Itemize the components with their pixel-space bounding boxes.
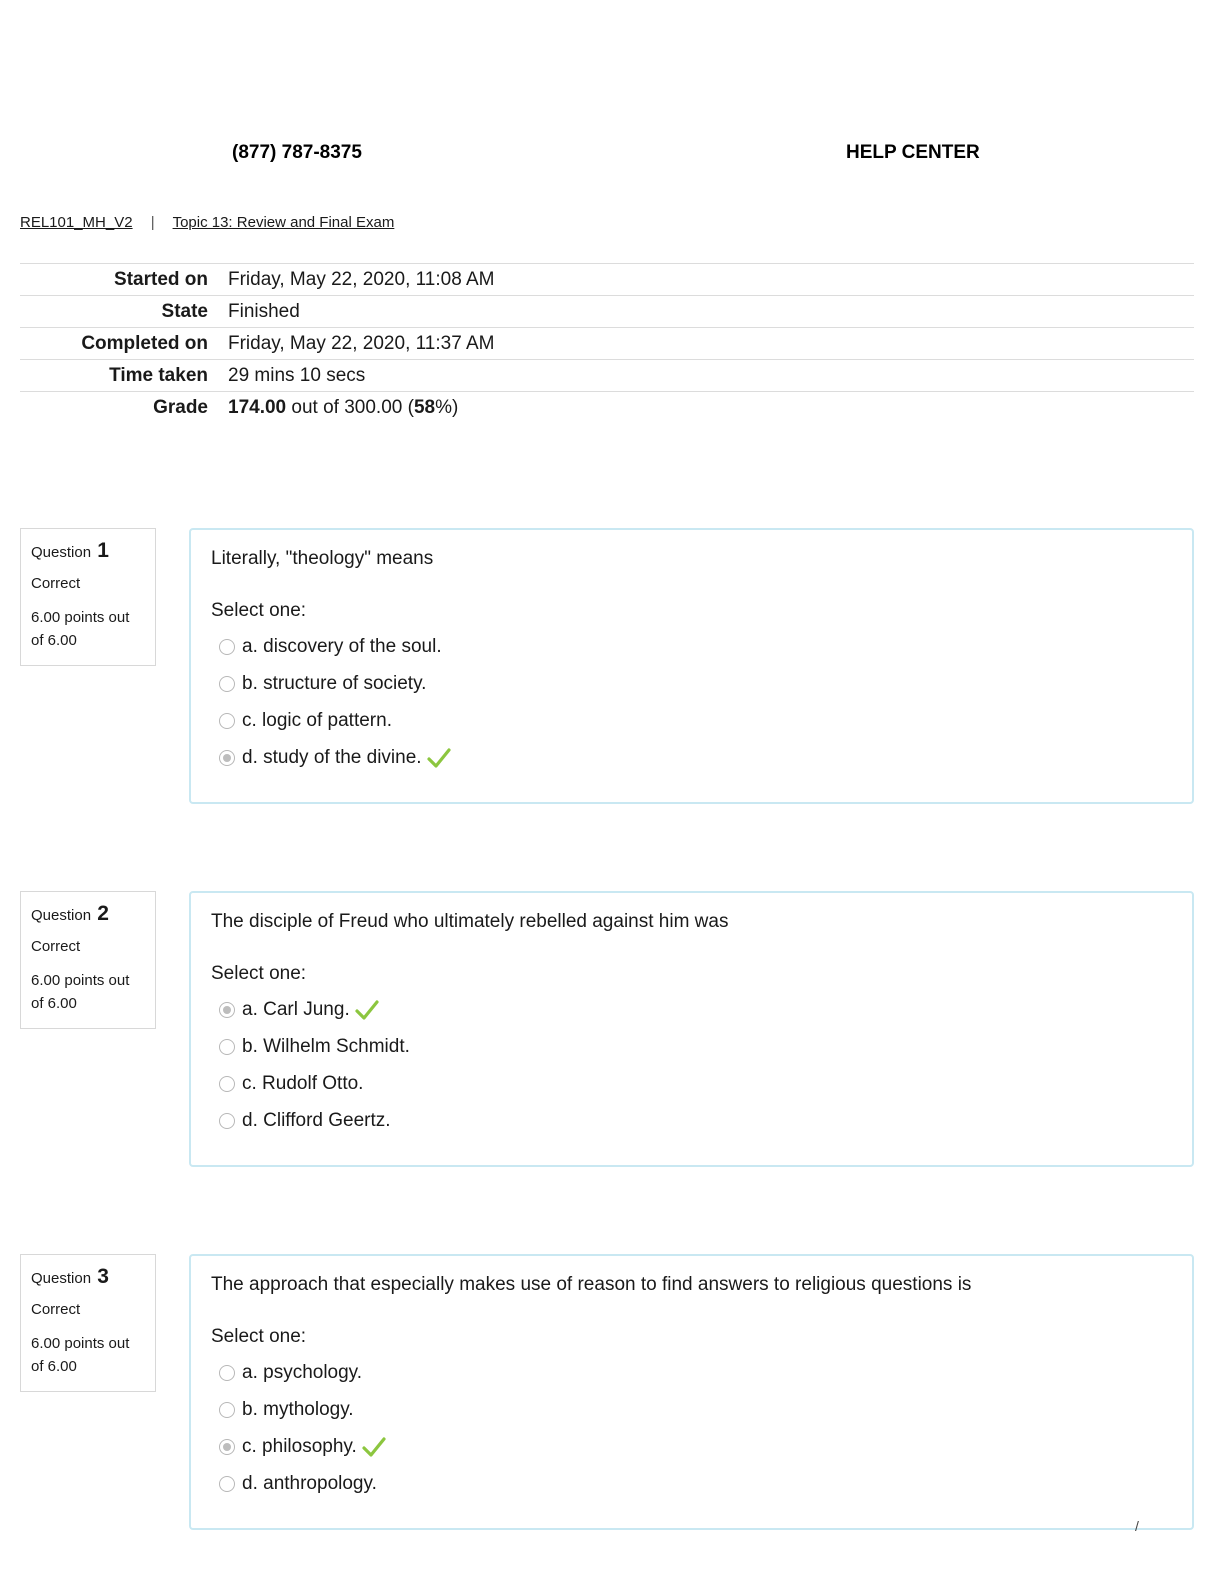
question-label: Question — [31, 544, 92, 561]
answer-option[interactable] — [211, 665, 1172, 702]
check-icon — [355, 999, 379, 1021]
question-points: 6.00 points out of 6.00 — [31, 1335, 130, 1376]
question-points: 6.00 points out of 6.00 — [31, 609, 130, 650]
option-text: d. Clifford Geertz. — [242, 1109, 391, 1131]
breadcrumb-separator: | — [150, 214, 155, 231]
answer-options — [211, 1354, 1172, 1502]
radio-button[interactable] — [219, 1365, 235, 1381]
radio-button-selected[interactable] — [219, 750, 235, 766]
select-one-prompt: Select one: — [211, 963, 307, 984]
question-info — [20, 891, 156, 1029]
grade-score: 174.00 — [228, 396, 287, 418]
question-text: The approach that especially makes use of reason to find answers to religious questions is — [211, 1274, 972, 1295]
top-bar — [0, 142, 1224, 168]
question-info — [20, 528, 156, 666]
question-points: 6.00 points out of 6.00 — [31, 972, 130, 1013]
option-text: a. psychology. — [242, 1361, 363, 1383]
help-center-link[interactable]: HELP CENTER — [846, 142, 980, 163]
attempt-summary-table — [20, 263, 1194, 424]
summary-row-time-taken — [20, 360, 1194, 392]
answer-option[interactable] — [211, 1465, 1172, 1502]
corner-mark: / — [1135, 1518, 1139, 1534]
answer-option[interactable] — [211, 1102, 1172, 1139]
option-text: b. mythology. — [242, 1398, 354, 1420]
grade-percent: 58 — [413, 396, 436, 418]
summary-row-grade — [20, 392, 1194, 424]
answer-option[interactable] — [211, 991, 1172, 1028]
radio-button-selected[interactable] — [219, 1439, 235, 1455]
phone-number[interactable]: (877) 787-8375 — [232, 142, 362, 163]
breadcrumb-topic-link[interactable]: Topic 13: Review and Final Exam — [172, 214, 395, 231]
select-one-prompt: Select one: — [211, 1326, 307, 1347]
question-number: 3 — [97, 1265, 109, 1288]
grade-value — [228, 392, 1194, 424]
option-text: d. anthropology. — [242, 1472, 377, 1494]
question-state: Correct — [31, 938, 81, 955]
radio-button-selected[interactable] — [219, 1002, 235, 1018]
answer-option[interactable] — [211, 1428, 1172, 1465]
summary-label: Grade — [153, 396, 208, 418]
radio-button[interactable] — [219, 1039, 235, 1055]
option-text: d. study of the divine. — [242, 746, 422, 768]
summary-value: 29 mins 10 secs — [228, 364, 366, 386]
answer-option[interactable] — [211, 739, 1172, 776]
breadcrumb-course-link[interactable]: REL101_MH_V2 — [20, 214, 133, 231]
question-number: 2 — [97, 902, 109, 925]
answer-options — [211, 991, 1172, 1139]
question-content — [189, 1254, 1194, 1530]
radio-button[interactable] — [219, 1113, 235, 1129]
select-one-prompt: Select one: — [211, 600, 307, 621]
grade-out-of: out of 300.00 ( — [286, 396, 414, 418]
question-content — [189, 528, 1194, 804]
radio-button[interactable] — [219, 713, 235, 729]
summary-label: Started on — [114, 268, 208, 290]
summary-row-state — [20, 296, 1194, 328]
question-state: Correct — [31, 1301, 81, 1318]
check-icon — [427, 747, 451, 769]
answer-option[interactable] — [211, 1028, 1172, 1065]
question-text: Literally, "theology" means — [211, 548, 434, 569]
summary-row-completed — [20, 328, 1194, 360]
answer-options — [211, 628, 1172, 776]
question-number: 1 — [97, 539, 109, 562]
grade-percent-suffix: %) — [435, 396, 459, 418]
radio-button[interactable] — [219, 1476, 235, 1492]
option-text: c. logic of pattern. — [242, 709, 392, 731]
summary-label: Time taken — [109, 364, 208, 386]
option-text: b. Wilhelm Schmidt. — [242, 1035, 410, 1057]
radio-button[interactable] — [219, 676, 235, 692]
breadcrumb — [20, 214, 394, 231]
question-text: The disciple of Freud who ultimately rebelled against him was — [211, 911, 729, 932]
summary-label: Completed on — [81, 332, 208, 354]
option-text: a. Carl Jung. — [242, 998, 350, 1020]
summary-value: Friday, May 22, 2020, 11:08 AM — [228, 268, 495, 290]
option-text: a. discovery of the soul. — [242, 635, 442, 657]
answer-option[interactable] — [211, 702, 1172, 739]
question-content — [189, 891, 1194, 1167]
option-text: c. Rudolf Otto. — [242, 1072, 364, 1094]
summary-value: Finished — [228, 300, 300, 322]
question-label: Question — [31, 907, 92, 924]
question-state: Correct — [31, 575, 81, 592]
radio-button[interactable] — [219, 1402, 235, 1418]
answer-option[interactable] — [211, 1391, 1172, 1428]
summary-label: State — [161, 300, 208, 322]
answer-option[interactable] — [211, 628, 1172, 665]
question-info — [20, 1254, 156, 1392]
answer-option[interactable] — [211, 1065, 1172, 1102]
question-label: Question — [31, 1270, 92, 1287]
summary-row-started — [20, 264, 1194, 296]
radio-button[interactable] — [219, 1076, 235, 1092]
summary-value: Friday, May 22, 2020, 11:37 AM — [228, 332, 495, 354]
option-text: c. philosophy. — [242, 1435, 357, 1457]
option-text: b. structure of society. — [242, 672, 427, 694]
check-icon — [362, 1436, 386, 1458]
radio-button[interactable] — [219, 639, 235, 655]
answer-option[interactable] — [211, 1354, 1172, 1391]
